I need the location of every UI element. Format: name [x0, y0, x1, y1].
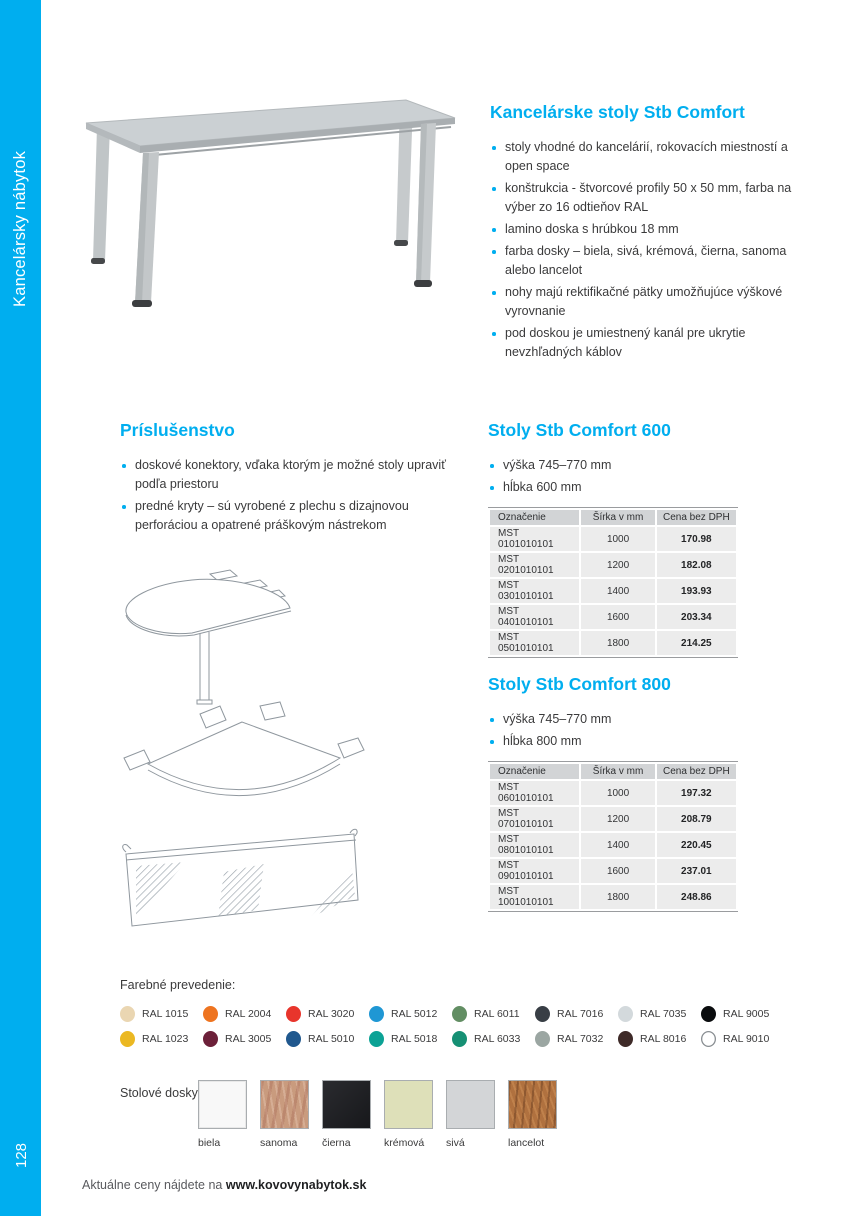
swatch-label: RAL 9010: [723, 1032, 770, 1045]
product-price: 248.86: [657, 885, 736, 909]
product-code: MST 0501010101: [490, 631, 579, 655]
ral-swatch: [452, 1005, 535, 1022]
product-width: 1400: [581, 579, 654, 603]
table-row: [490, 833, 736, 857]
swatch-label: RAL 2004: [225, 1007, 272, 1020]
col-header-price: Cena bez DPH: [657, 510, 736, 525]
swatch-label: RAL 6011: [474, 1007, 520, 1020]
product-width: 1800: [581, 885, 654, 909]
section-tabletops: [120, 1080, 570, 1149]
section-accessories: [120, 420, 456, 538]
table-row: [490, 885, 736, 909]
swatch-label: RAL 5012: [391, 1007, 438, 1020]
swatch-label: RAL 7016: [557, 1007, 604, 1020]
product-code: MST 0401010101: [490, 605, 579, 629]
tabletop-label: sivá: [446, 1137, 465, 1149]
footer-website: www.kovovynabytok.sk: [225, 1178, 367, 1192]
color-dot: [203, 1006, 218, 1022]
product-width: 1200: [581, 553, 654, 577]
ral-swatch: [369, 1030, 452, 1047]
product-width: 1000: [581, 781, 654, 805]
ral-swatch: [203, 1005, 286, 1022]
swatch-label: RAL 5018: [391, 1032, 438, 1045]
swatch-label: RAL 5010: [308, 1032, 355, 1045]
tabletop-label: krémová: [384, 1137, 425, 1149]
table-row: [490, 781, 736, 805]
color-dot: [701, 1031, 716, 1047]
product-width: 1000: [581, 527, 654, 551]
product-width: 1600: [581, 605, 654, 629]
product-width: 1400: [581, 833, 654, 857]
bullet-item: konštrukcia - štvorcové profily 50 x 50 mm, farba na výber zo 16 odtieňov RAL: [490, 179, 812, 217]
tabletop-sample: [508, 1080, 557, 1149]
bullet-item: pod doskou je umiestnený kanál pre ukrytie nevzhľadných káblov: [490, 324, 812, 362]
comfort-800-bullet-list: [488, 710, 738, 751]
bullet-item: doskové konektory, vďaka ktorým je možné stoly upraviť podľa priestoru: [120, 456, 456, 494]
product-price: 197.32: [657, 781, 736, 805]
intro-bullet-list: [490, 138, 812, 362]
product-price: 193.93: [657, 579, 736, 603]
tabletops-label: Stolové dosky: [120, 1086, 198, 1100]
ral-swatch: [369, 1005, 452, 1022]
product-code: MST 0201010101: [490, 553, 579, 577]
swatch-label: RAL 3020: [308, 1007, 355, 1020]
comfort-800-title: Stoly Stb Comfort 800: [488, 674, 671, 694]
product-width: 1800: [581, 631, 654, 655]
color-dot: [286, 1006, 301, 1022]
section-intro: [490, 102, 812, 365]
bullet-item: nohy majú rektifikačné pätky umožňujúce výškové vyrovnanie: [490, 283, 812, 321]
product-code: MST 0101010101: [490, 527, 579, 551]
comfort-600-bullet-list: [488, 456, 738, 497]
bullet-item: stoly vhodné do kancelárií, rokovacích miestností a open space: [490, 138, 812, 176]
tabletop-label: čierna: [322, 1137, 351, 1149]
bullet-item: hĺbka 800 mm: [488, 732, 738, 751]
color-dot: [618, 1031, 633, 1047]
swatch-label: RAL 3005: [225, 1032, 272, 1045]
comfort-600-title: Stoly Stb Comfort 600: [488, 420, 671, 440]
bullet-item: výška 745–770 mm: [488, 456, 738, 475]
product-price: 237.01: [657, 859, 736, 883]
color-dot: [452, 1006, 467, 1022]
table-row: [490, 579, 736, 603]
ral-swatch: [535, 1005, 618, 1022]
tabletop-sample: [322, 1080, 371, 1149]
ral-swatch: [701, 1030, 784, 1047]
product-price: 208.79: [657, 807, 736, 831]
ral-swatch: [452, 1030, 535, 1047]
swatch-label: RAL 7035: [640, 1007, 687, 1020]
color-dot: [452, 1031, 467, 1047]
product-width: 1200: [581, 807, 654, 831]
footer: [82, 1178, 366, 1192]
swatch-label: RAL 6033: [474, 1032, 521, 1045]
bullet-item: hĺbka 600 mm: [488, 478, 738, 497]
swatch-label: RAL 9005: [723, 1007, 770, 1020]
product-code: MST 0901010101: [490, 859, 579, 883]
color-dot: [369, 1031, 384, 1047]
swatch-label: RAL 1015: [142, 1007, 189, 1020]
product-code: MST 0601010101: [490, 781, 579, 805]
table-row: [490, 859, 736, 883]
tabletop-chip: [384, 1080, 433, 1129]
product-price: 182.08: [657, 553, 736, 577]
colors-label: Farebné prevedenie:: [120, 978, 236, 992]
desk-product-photo: [70, 93, 465, 321]
ral-swatch: [701, 1005, 784, 1022]
product-price: 214.25: [657, 631, 736, 655]
tabletop-chip: [260, 1080, 309, 1129]
color-dot: [369, 1006, 384, 1022]
color-dot: [203, 1031, 218, 1047]
sidebar-category-label: Kancelársky nábytok: [11, 150, 29, 307]
bullet-item: predné kryty – sú vyrobené z plechu s dizajnovou perforáciou a opatrené práškovým nástrekom: [120, 497, 456, 535]
ral-swatch-grid: [120, 1005, 820, 1047]
tabletop-sample: [384, 1080, 433, 1149]
col-header-price: Cena bez DPH: [657, 764, 736, 779]
table-row: [490, 807, 736, 831]
product-code: MST 0801010101: [490, 833, 579, 857]
color-dot: [618, 1006, 633, 1022]
ral-swatch: [120, 1030, 203, 1047]
accessories-bullet-list: [120, 456, 456, 535]
intro-title: Kancelárske stoly Stb Comfort: [490, 102, 745, 122]
front-cover-illustration: [112, 824, 380, 936]
product-code: MST 1001010101: [490, 885, 579, 909]
price-table-600: [488, 507, 738, 658]
swatch-label: RAL 1023: [142, 1032, 189, 1045]
swatch-label: RAL 8016: [640, 1032, 687, 1045]
table-header-row: [490, 764, 736, 779]
tabletop-sample: [260, 1080, 309, 1149]
tabletop-label: sanoma: [260, 1137, 298, 1149]
accessories-title: Príslušenstvo: [120, 420, 235, 440]
footer-text: Aktuálne ceny nájdete na: [82, 1178, 223, 1192]
col-header-width: Šírka v mm: [581, 764, 654, 779]
half-round-extension-illustration: [112, 552, 317, 712]
swatch-label: RAL 7032: [557, 1032, 604, 1045]
color-dot: [535, 1006, 550, 1022]
ral-swatch: [535, 1030, 618, 1047]
tabletop-chip: [322, 1080, 371, 1129]
tabletop-chip: [508, 1080, 557, 1129]
section-comfort-800: [488, 674, 738, 912]
tabletop-chip: [198, 1080, 247, 1129]
table-header-row: [490, 510, 736, 525]
tabletop-chip: [446, 1080, 495, 1129]
color-dot: [286, 1031, 301, 1047]
bullet-item: výška 745–770 mm: [488, 710, 738, 729]
col-header-code: Označenie: [490, 510, 579, 525]
ral-swatch: [203, 1030, 286, 1047]
color-dot: [120, 1031, 135, 1047]
product-code: MST 0301010101: [490, 579, 579, 603]
ral-swatch: [120, 1005, 203, 1022]
ral-swatch: [618, 1005, 701, 1022]
ral-swatch: [286, 1030, 369, 1047]
section-comfort-600: [488, 420, 738, 658]
ral-swatch: [286, 1005, 369, 1022]
ral-swatch: [618, 1030, 701, 1047]
product-code: MST 0701010101: [490, 807, 579, 831]
product-price: 170.98: [657, 527, 736, 551]
product-width: 1600: [581, 859, 654, 883]
table-row: [490, 527, 736, 551]
tabletop-sample: [198, 1080, 247, 1149]
color-dot: [120, 1006, 135, 1022]
product-price: 220.45: [657, 833, 736, 857]
tabletop-label: lancelot: [508, 1137, 545, 1149]
bullet-item: farba dosky – biela, sivá, krémová, čierna, sanoma alebo lancelot: [490, 242, 812, 280]
tabletop-label: biela: [198, 1137, 221, 1149]
page-number: 128: [13, 1142, 30, 1168]
table-row: [490, 553, 736, 577]
bullet-item: lamino doska s hrúbkou 18 mm: [490, 220, 812, 239]
product-price: 203.34: [657, 605, 736, 629]
tabletop-sample: [446, 1080, 495, 1149]
sidebar: [0, 0, 41, 1216]
price-table-800: [488, 761, 738, 912]
section-colors: [120, 978, 820, 1047]
col-header-code: Označenie: [490, 764, 579, 779]
corner-plate-illustration: [112, 700, 377, 822]
col-header-width: Šírka v mm: [581, 510, 654, 525]
table-row: [490, 605, 736, 629]
color-dot: [701, 1006, 716, 1022]
color-dot: [535, 1031, 550, 1047]
table-row: [490, 631, 736, 655]
